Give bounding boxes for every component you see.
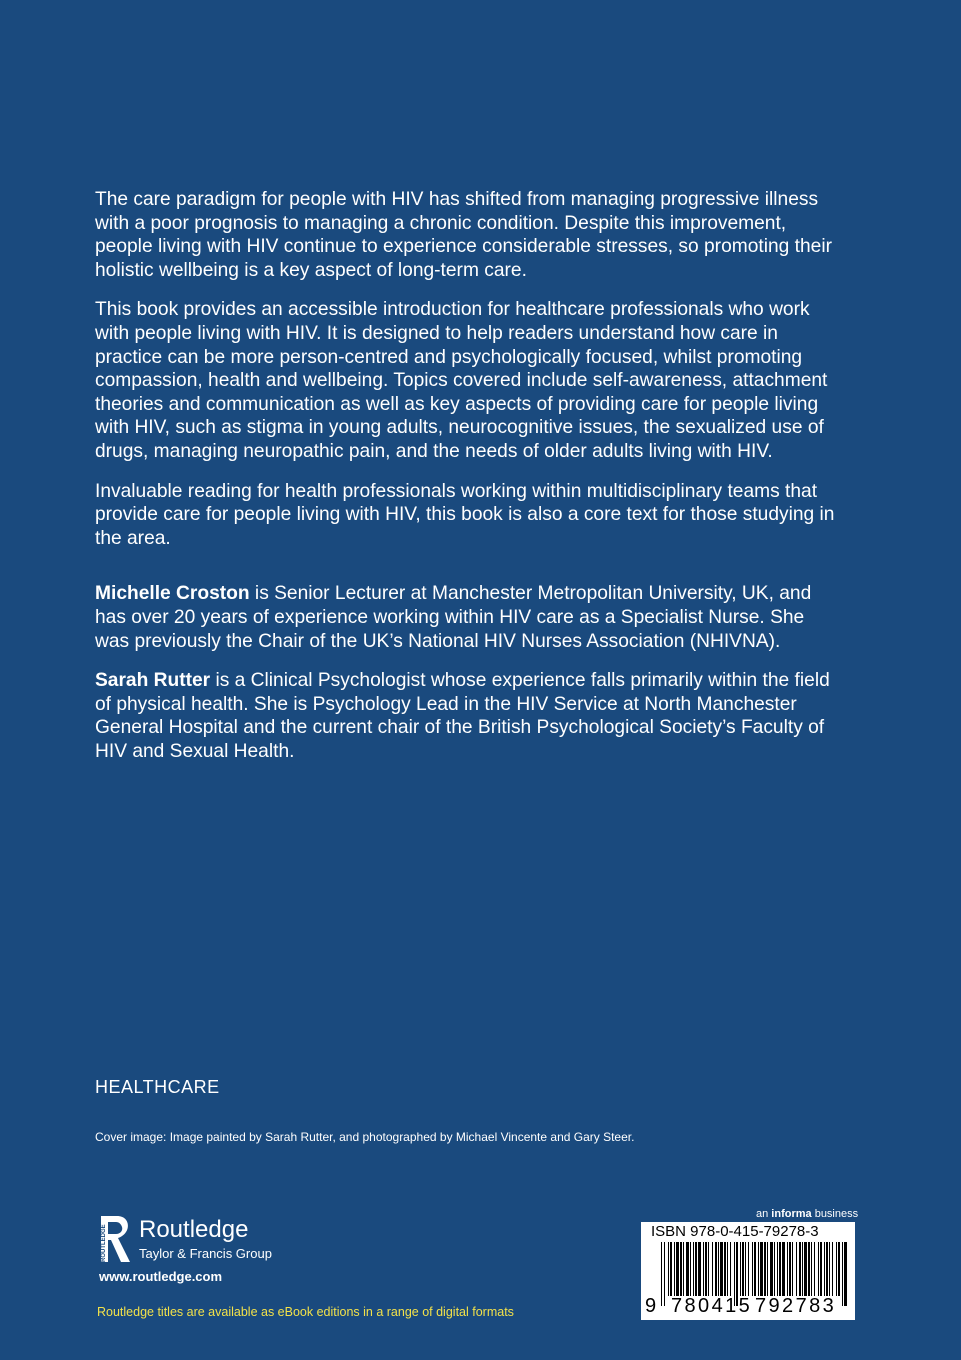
barcode-bar — [730, 1242, 731, 1296]
informa-prefix: an — [756, 1208, 772, 1220]
barcode-bar — [842, 1242, 843, 1306]
blurb-paragraph-2: This book provides an accessible introduction for healthcare professionals who work with people living with HIV. It is designed to help readers understand how care in practice can be more person-centred and psychologically focused, whilst promoting compassion, health and wellbeing. Topics covered include self-awareness, attachment theories and communication as well as key aspects of providing care for people living with HIV, such as stigma in young adults, neurocognitive issues, the sexualized use of drugs, managing neuropathic pain, and the needs of older adults living with HIV. — [95, 299, 828, 462]
author-bio-text-1: is Senior Lecturer at Manchester Metropolitan University, UK, and has over 20 years of experience working within HIV care as a Specialist Nurse. She was previously the Chair of the UK’s National HIV Nurses Association (NHIVNA). — [95, 583, 812, 652]
barcode-bar — [792, 1242, 793, 1296]
barcode-bar — [754, 1242, 756, 1296]
informa-brand: informa — [771, 1208, 812, 1220]
blurb-paragraph-1: The care paradigm for people with HIV has shifted from managing progressive illness with a poor prognosis to managing a chronic condition. Despite this improvement, people living with HIV continue to experience considerable stresses, so promoting their holistic wellbeing is a key aspect of long-term care. — [95, 189, 832, 281]
barcode-bar — [742, 1242, 744, 1296]
barcode-bar — [779, 1242, 781, 1296]
barcode-bar — [767, 1242, 768, 1296]
barcode-bar — [820, 1242, 822, 1296]
barcode-bar — [740, 1242, 741, 1296]
barcode-bar — [683, 1242, 684, 1296]
barcode-bar — [703, 1242, 704, 1296]
barcode-bar — [796, 1242, 797, 1296]
barcode-digits-right: 792783 — [755, 1295, 837, 1317]
cover-image-credit: Cover image: Image painted by Sarah Rutter, and photographed by Michael Vincente and Gary Steer. — [95, 1130, 635, 1144]
isbn-barcode — [641, 1222, 855, 1320]
publisher-url[interactable]: www.routledge.com — [99, 1269, 223, 1284]
barcode-bar — [804, 1242, 807, 1296]
barcode-bar — [826, 1242, 828, 1296]
barcode-bar — [661, 1242, 662, 1306]
barcode-bar — [802, 1242, 803, 1296]
informa-business-tag — [756, 1208, 858, 1220]
author-name-1: Michelle Croston — [95, 583, 250, 605]
barcode-bar — [748, 1242, 749, 1296]
barcode-bar — [670, 1242, 672, 1296]
barcode-bar — [758, 1242, 759, 1296]
barcode-bar — [811, 1242, 812, 1296]
barcode-bar — [838, 1242, 840, 1296]
routledge-logo-icon — [97, 1214, 133, 1264]
barcode-bar — [829, 1242, 830, 1296]
barcode-digits-left: 780415 — [671, 1295, 753, 1317]
barcode-bar — [708, 1242, 709, 1296]
isbn-label: ISBN 978-0-415-79278-3 — [651, 1223, 819, 1240]
barcode-bar — [745, 1242, 746, 1296]
barcode-bar — [814, 1242, 815, 1296]
blurb — [95, 188, 840, 779]
barcode-bar — [787, 1242, 788, 1296]
barcode-bar — [808, 1242, 810, 1296]
barcode-bar — [690, 1242, 691, 1296]
barcode-bar — [760, 1242, 763, 1296]
author-name-2: Sarah Rutter — [95, 670, 211, 692]
publisher-name: Routledge — [139, 1216, 249, 1243]
barcode-bar — [698, 1242, 701, 1296]
barcode-bar — [715, 1242, 717, 1296]
ebook-note: Routledge titles are available as eBook editions in a range of digital formats — [97, 1305, 514, 1319]
barcode-bar — [764, 1242, 766, 1296]
barcode-bar — [789, 1242, 791, 1296]
barcode-bar — [777, 1242, 778, 1296]
barcode-bar — [695, 1242, 697, 1296]
barcode-bar — [836, 1242, 837, 1296]
barcode-bar — [664, 1242, 665, 1306]
barcode-bar — [782, 1242, 785, 1296]
barcode-bar — [686, 1242, 689, 1296]
barcode-bar — [724, 1242, 726, 1296]
barcode-bar — [674, 1242, 675, 1296]
barcode-bar — [774, 1242, 775, 1296]
publisher-group: Taylor & Francis Group — [139, 1246, 272, 1261]
barcode-bar — [676, 1242, 679, 1296]
barcode-digit-first: 9 — [645, 1295, 657, 1317]
barcode-bar — [680, 1242, 682, 1296]
routledge-logo-text: ROUTLEDGE — [101, 1224, 107, 1262]
barcode-bar — [799, 1242, 801, 1296]
barcode-bar — [752, 1242, 753, 1296]
barcode-bar — [668, 1242, 669, 1296]
informa-suffix: business — [811, 1208, 859, 1220]
author-bio-text-2: is a Clinical Psychologist whose experience falls primarily within the field of physical health. She is Psychology Lead in the HIV Service at North Manchester General Hospital and the current chair of the British Psychological Society’s Faculty of HIV and Sexual Health. — [95, 670, 830, 762]
author-bio-1 — [95, 582, 840, 653]
barcode-bar — [824, 1242, 825, 1296]
barcode-bar — [693, 1242, 694, 1296]
barcode-bar — [844, 1242, 847, 1306]
category-label: HEALTHCARE — [95, 1077, 220, 1097]
barcode-bar — [818, 1242, 819, 1296]
barcode-bar — [718, 1242, 719, 1296]
barcode-bar — [720, 1242, 723, 1296]
barcode-bar — [832, 1242, 833, 1296]
author-bio-2 — [95, 669, 840, 763]
blurb-paragraph-3: Invaluable reading for health professionals working within multidisciplinary teams that provide care for people living with HIV, this book is also a core text for those studying in the area. — [95, 480, 835, 549]
barcode-bar — [770, 1242, 773, 1296]
barcode-bar — [727, 1242, 728, 1296]
barcode-bar — [712, 1242, 713, 1296]
barcode-bar — [705, 1242, 707, 1296]
